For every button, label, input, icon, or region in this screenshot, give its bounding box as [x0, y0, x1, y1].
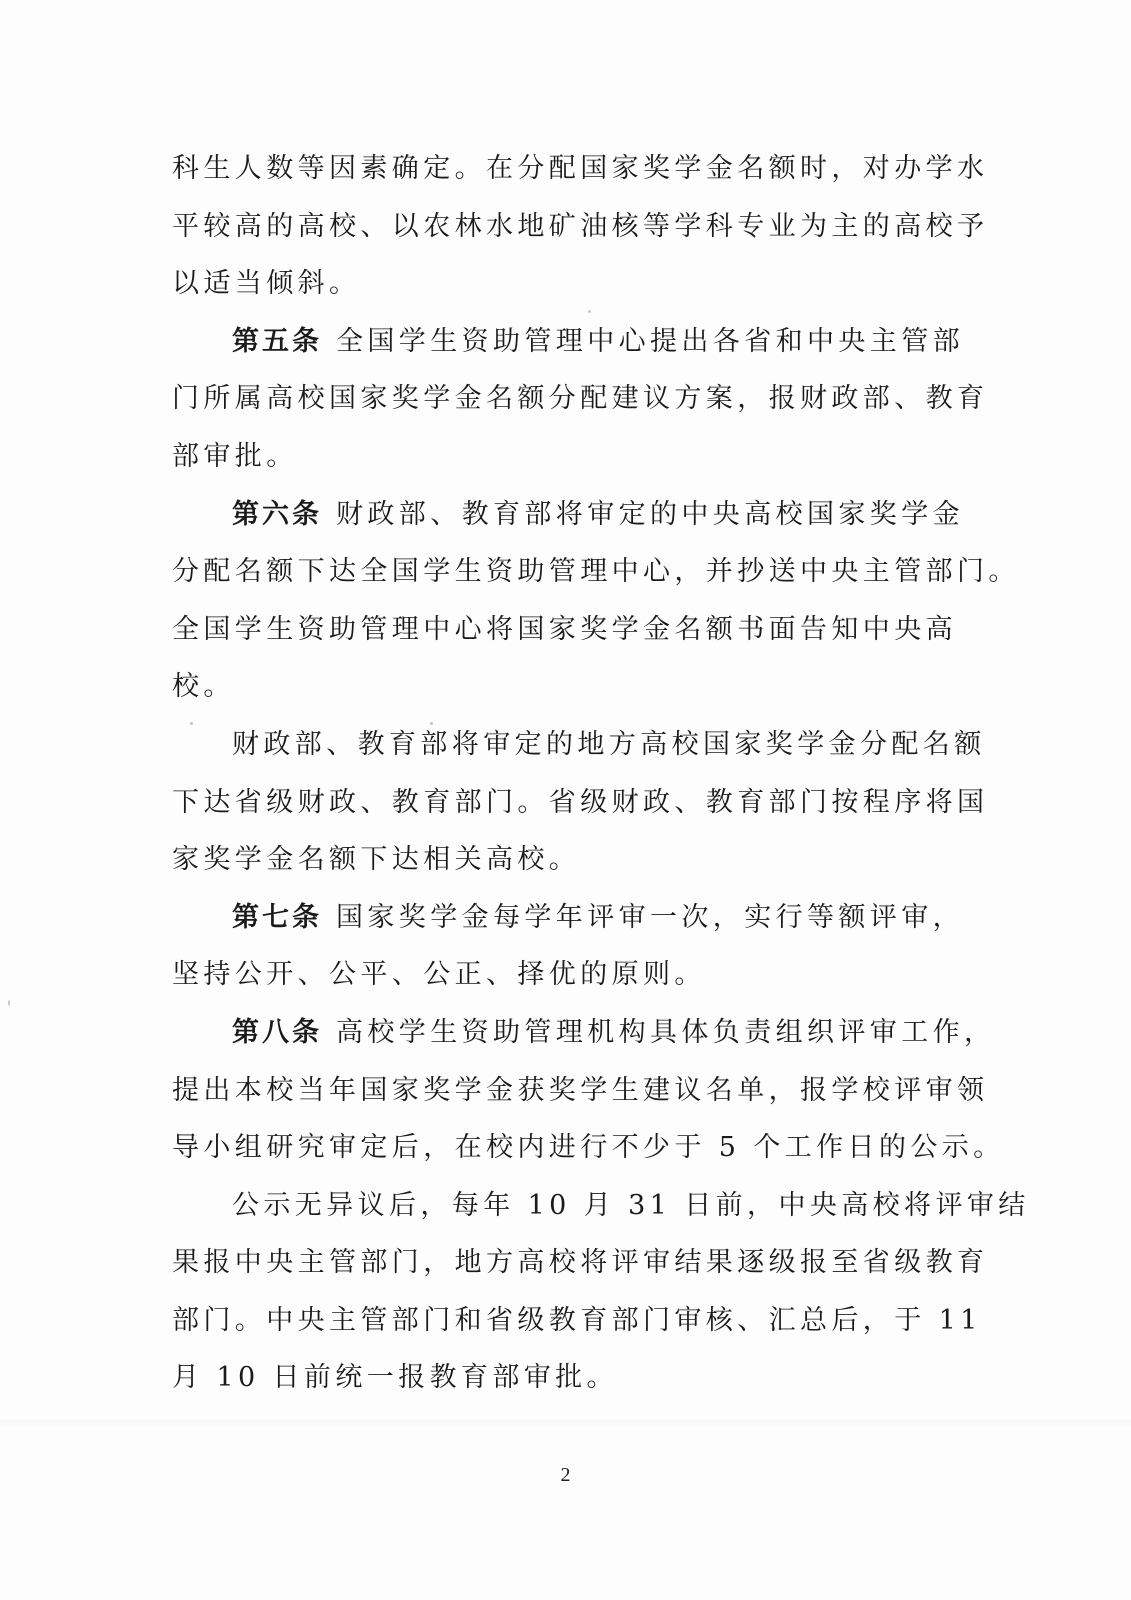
body-line: 家奖学金名额下达相关高校。	[172, 844, 581, 876]
paragraph-first-line: 财政部、教育部将审定的地方高校国家奖学金分配名额	[232, 728, 986, 760]
body-line: 科生人数等因素确定。在分配国家奖学金名额时，对办学水	[172, 153, 989, 184]
article-text: 全国学生资助管理中心提出各省和中央主管部	[336, 325, 964, 357]
paragraph-first-line: 公示无异议后，每年 10 月 31 日前，中央高校将评审结	[232, 1189, 1030, 1221]
page-number: 2	[560, 1464, 571, 1486]
document-body	[172, 140, 1030, 1407]
body-line: 分配名额下达全国学生资助管理中心，并抄送中央主管部门。	[172, 556, 1020, 588]
body-line: 导小组研究审定后，在校内进行不少于 5 个工作日的公示。	[172, 1132, 1005, 1164]
body-line: 门所属高校国家奖学金名额分配建议方案，报财政部、教育	[172, 383, 989, 415]
body-line: 坚持公开、公平、公正、择优的原则。	[172, 959, 706, 991]
article-heading: 第七条	[232, 901, 322, 933]
article-text: 财政部、教育部将审定的中央高校国家奖学金	[336, 498, 964, 530]
body-line: 部门。中央主管部门和省级教育部门审核、汇总后，于 11	[172, 1304, 982, 1336]
body-line: 提出本校当年国家奖学金获奖学生建议名单，报学校评审领	[172, 1074, 989, 1106]
scan-speck	[588, 310, 591, 313]
scan-speck	[430, 722, 433, 725]
scan-speck	[190, 722, 193, 725]
body-line: 以适当倾斜。	[172, 268, 361, 300]
article-heading: 第八条	[232, 1016, 322, 1048]
scan-shadow	[0, 1420, 1131, 1426]
body-line: 全国学生资助管理中心将国家奖学金名额书面告知中央高	[172, 613, 957, 645]
body-line: 果报中央主管部门，地方高校将评审结果逐级报至省级教育	[172, 1247, 989, 1279]
article-8-first-line	[172, 1004, 996, 1062]
body-line: 月 10 日前统一报教育部审批。	[172, 1362, 618, 1394]
article-text: 国家奖学金每学年评审一次，实行等额评审，	[336, 901, 964, 933]
body-line: 下达省级财政、教育部门。省级财政、教育部门按程序将国	[172, 786, 989, 818]
article-6-first-line	[172, 486, 964, 544]
article-5-first-line	[172, 313, 964, 371]
body-line: 部审批。	[172, 440, 298, 472]
body-line: 平较高的高校、以农林水地矿油核等学科专业为主的高校予	[172, 210, 989, 242]
article-text: 高校学生资助管理机构具体负责组织评审工作，	[336, 1016, 996, 1048]
body-line: 校。	[172, 671, 235, 703]
scan-speck	[8, 1000, 10, 1006]
article-heading: 第六条	[232, 498, 322, 530]
article-7-first-line	[172, 889, 964, 947]
article-heading: 第五条	[232, 325, 322, 357]
